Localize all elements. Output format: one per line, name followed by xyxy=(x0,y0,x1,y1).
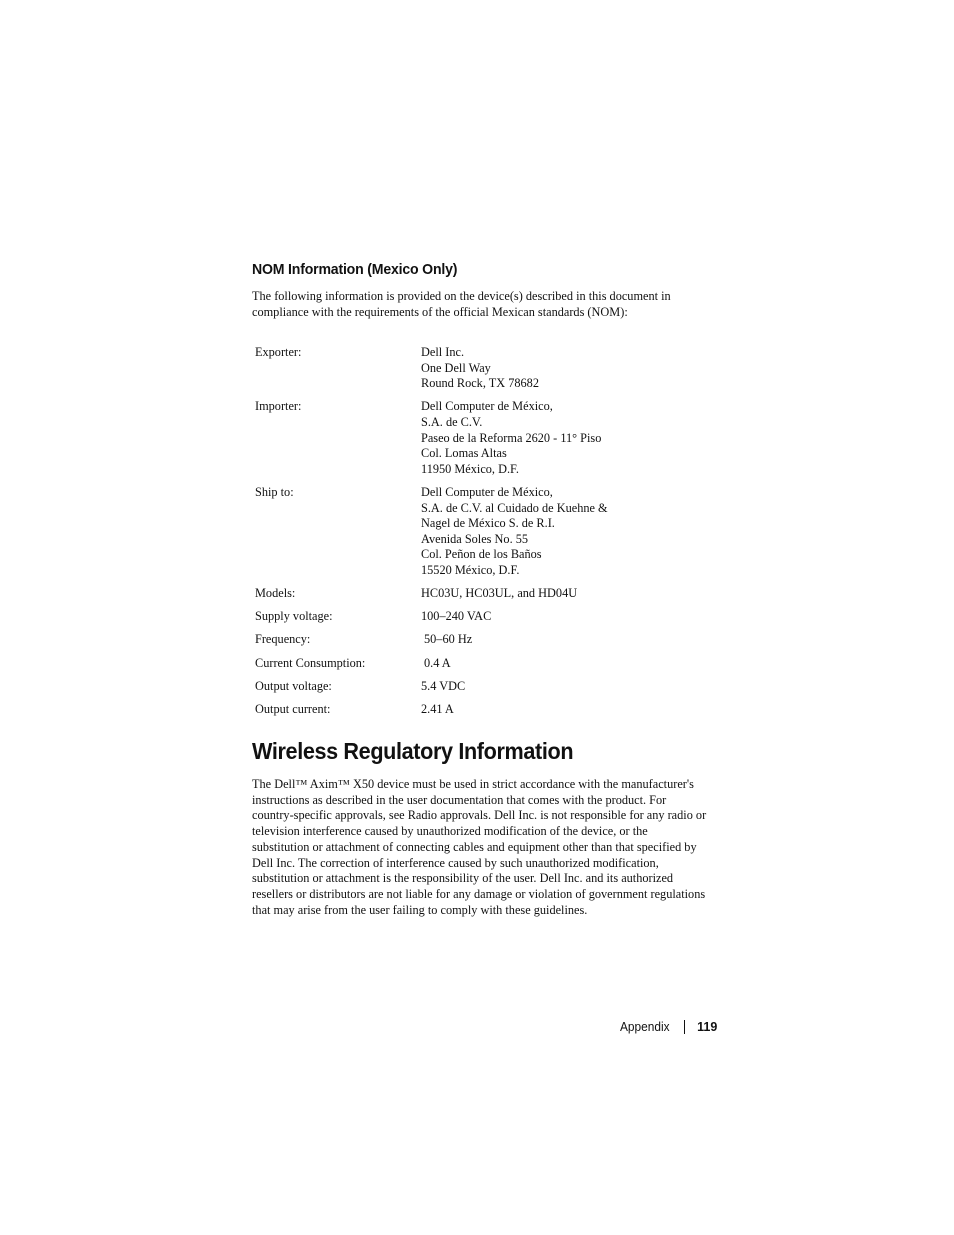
spec-label: Exporter: xyxy=(255,345,302,359)
spec-value xyxy=(421,586,725,602)
spec-value-line: Dell Inc. xyxy=(421,345,465,359)
spec-value-line: Col. Peñon de los Baños xyxy=(421,547,542,562)
spec-value xyxy=(421,399,725,477)
spec-value xyxy=(421,485,725,579)
paragraph-line: instructions as described in the user documentation that comes with the product. For xyxy=(252,792,667,807)
spec-value-line: Round Rock, TX 78682 xyxy=(421,376,539,391)
spec-row-exporter xyxy=(255,345,725,392)
page-footer xyxy=(620,1020,717,1034)
spec-row-models xyxy=(255,586,725,602)
paragraph-line: substitution or attachment is the responsibility of the user. Dell Inc. and its authorized xyxy=(252,871,674,886)
spec-label: Current Consumption: xyxy=(255,655,366,670)
spec-value-line: S.A. de C.V. al Cuidado de Kuehne & xyxy=(421,500,608,515)
paragraph-line: substitution or attachment of connecting cables and equipment other than that specified by xyxy=(252,839,697,854)
paragraph-line: that may arise from the user failing to comply with these guidelines. xyxy=(252,902,588,917)
spec-value-line: Nagel de México S. de R.I. xyxy=(421,516,555,531)
spec-value xyxy=(421,679,725,695)
nom-heading: NOM Information (Mexico Only) xyxy=(252,261,458,278)
spec-row-current-consumption xyxy=(255,656,725,672)
spec-value-line: 11950 México, D.F. xyxy=(421,461,519,476)
spec-row-supply-voltage xyxy=(255,609,725,625)
paragraph-line: Dell Inc. The correction of interference caused by such unauthorized modification, xyxy=(252,855,659,870)
spec-value-line: Col. Lomas Altas xyxy=(421,446,507,461)
spec-value-line: 100–240 VAC xyxy=(421,609,492,624)
paragraph-line: country-specific approvals, see Radio approvals. Dell Inc. is not responsible for any radio or xyxy=(252,808,707,823)
spec-value-line: 15520 México, D.F. xyxy=(421,562,520,577)
spec-label: Supply voltage: xyxy=(255,609,333,624)
spec-value xyxy=(421,702,725,718)
spec-value-line: Dell Computer de México, xyxy=(421,484,553,499)
spec-label: Ship to: xyxy=(255,484,294,499)
spec-value-line: One Dell Way xyxy=(421,360,491,375)
spec-value-line: 0.4 A xyxy=(424,655,451,670)
spec-row-output-current xyxy=(255,702,725,718)
spec-row-ship-to xyxy=(255,485,725,579)
spec-value-line: 50–60 Hz xyxy=(424,632,473,647)
wireless-heading: Wireless Regulatory Information xyxy=(252,738,574,764)
paragraph-line: resellers or distributors are not liable for any damage or violation of government regulations xyxy=(252,886,706,901)
spec-value xyxy=(421,345,725,392)
spec-row-output-voltage xyxy=(255,679,725,695)
footer-section-name: Appendix xyxy=(620,1020,670,1034)
spec-value-line: S.A. de C.V. xyxy=(421,414,483,429)
spec-value xyxy=(421,632,725,648)
spec-value-line: 5.4 VDC xyxy=(421,678,466,693)
spec-value-line: Paseo de la Reforma 2620 - 11° Piso xyxy=(421,430,602,445)
spec-row-importer xyxy=(255,399,725,477)
spec-label: Output current: xyxy=(255,702,331,717)
paragraph-line: The Dell™ Axim™ X50 device must be used in strict accordance with the manufacturer's xyxy=(252,777,694,791)
nom-intro xyxy=(252,289,722,320)
spec-label: Models: xyxy=(255,586,296,601)
spec-value xyxy=(421,656,725,672)
page-number: 119 xyxy=(697,1020,718,1034)
nom-intro-line: The following information is provided on the device(s) described in this document in xyxy=(252,289,671,303)
nom-spec-table xyxy=(255,345,725,725)
spec-value xyxy=(421,609,725,625)
footer-divider xyxy=(684,1020,685,1034)
nom-intro-line: compliance with the requirements of the official Mexican standards (NOM): xyxy=(252,304,628,319)
spec-row-frequency xyxy=(255,632,725,648)
spec-label: Importer: xyxy=(255,399,302,414)
spec-value-line: 2.41 A xyxy=(421,702,454,717)
spec-value-line: HC03U, HC03UL, and HD04U xyxy=(421,586,578,601)
spec-label: Frequency: xyxy=(255,632,311,647)
spec-value-line: Dell Computer de México, xyxy=(421,399,553,414)
spec-label: Output voltage: xyxy=(255,678,332,693)
wireless-paragraph xyxy=(252,777,730,918)
paragraph-line: television interference caused by unauthorized modification of the device, or the xyxy=(252,824,648,839)
spec-value-line: Avenida Soles No. 55 xyxy=(421,531,529,546)
